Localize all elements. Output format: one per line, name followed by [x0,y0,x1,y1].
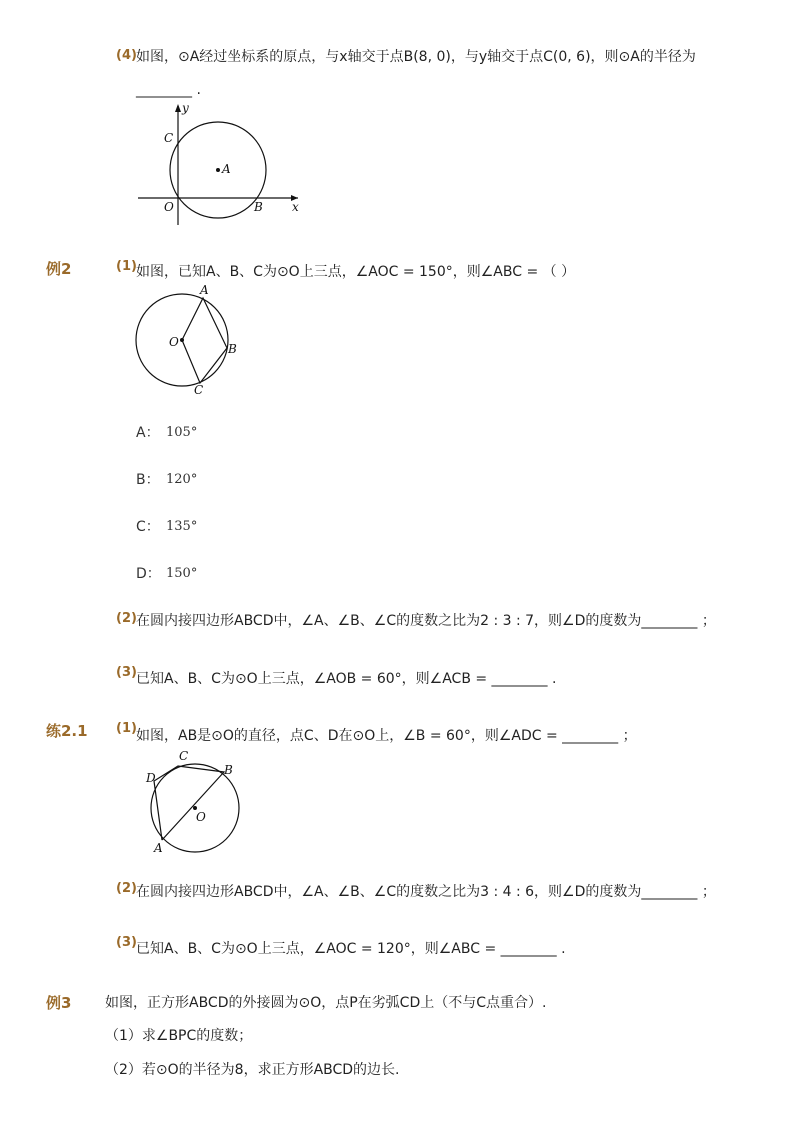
sub-question-1: （1）求∠BPC的度数； [105,1028,253,1044]
question-number: (3) [116,665,137,680]
option-c-letter[interactable]: C： [136,519,160,535]
label-c: C [194,383,204,397]
question-number: (1) [116,721,137,736]
option-d-value[interactable]: 150° [166,566,198,581]
practice-tag: 练2.1 [46,722,88,740]
sub-question-2: （2）若⊙O的半径为8，求正方形ABCD的边长. [105,1062,400,1078]
option-a-value[interactable]: 105° [166,425,198,440]
question-text: 如图，⊙A经过坐标系的原点，与x轴交于点B(8, 0)，与y轴交于点C(0, 6)，则⊙A的半径为 [136,49,696,65]
question-text: 已知A、B、C为⊙O上三点，∠AOC = 120°，则∠ABC = ________ . [136,941,566,957]
question-text: 在圆内接四边形ABCD中，∠A、∠B、∠C的度数之比为3 : 4 : 6，则∠D的度数为________ ； [136,884,716,900]
label-a: A [200,283,209,297]
option-b-value[interactable]: 120° [166,472,198,487]
option-d-letter[interactable]: D： [136,566,161,582]
center-point [216,168,220,172]
circle-figure-ex2 [130,282,250,397]
question-text: 在圆内接四边形ABCD中，∠A、∠B、∠C的度数之比为2 : 3 : 7，则∠D的度数为________ ； [136,613,716,629]
option-a-letter[interactable]: A： [136,425,160,441]
question-number: (4) [116,48,137,63]
question-text: 如图，正方形ABCD的外接圆为⊙O，点P在劣弧CD上（不与C点重合）. [105,995,547,1011]
label-o: O [169,335,179,349]
label-x: x [292,200,299,214]
question-text: 如图，已知A、B、C为⊙O上三点，∠AOC = 150°，则∠ABC = （ ） [136,264,576,280]
label-a: A [222,162,231,176]
question-text: 已知A、B、C为⊙O上三点，∠AOB = 60°，则∠ACB = ________ . [136,671,557,687]
label-d: D [146,771,156,785]
example-tag: 例2 [46,260,72,278]
label-a: A [154,841,163,855]
question-text: 如图，AB是⊙O的直径，点C、D在⊙O上，∠B = 60°，则∠ADC = ________ ； [136,728,637,744]
label-o: O [164,200,174,214]
option-b-letter[interactable]: B： [136,472,160,488]
example-tag: 例3 [46,994,72,1012]
question-number: (3) [116,935,137,950]
coordinate-circle-figure [130,100,310,230]
label-b: B [254,200,263,214]
label-b: B [224,763,233,777]
circle-figure-pr21 [140,746,250,858]
question-number: (1) [116,259,137,274]
label-c: C [164,131,174,145]
label-y: y [182,101,189,115]
answer-blank: ________ . [136,82,201,98]
y-axis-arrow-icon [175,104,181,112]
option-c-value[interactable]: 135° [166,519,198,534]
question-number: (2) [116,611,137,626]
question-number: (2) [116,881,137,896]
center-point [180,338,184,342]
label-o: O [196,810,206,824]
label-b: B [228,342,237,356]
label-c: C [179,749,189,763]
quadrilateral [182,298,227,383]
